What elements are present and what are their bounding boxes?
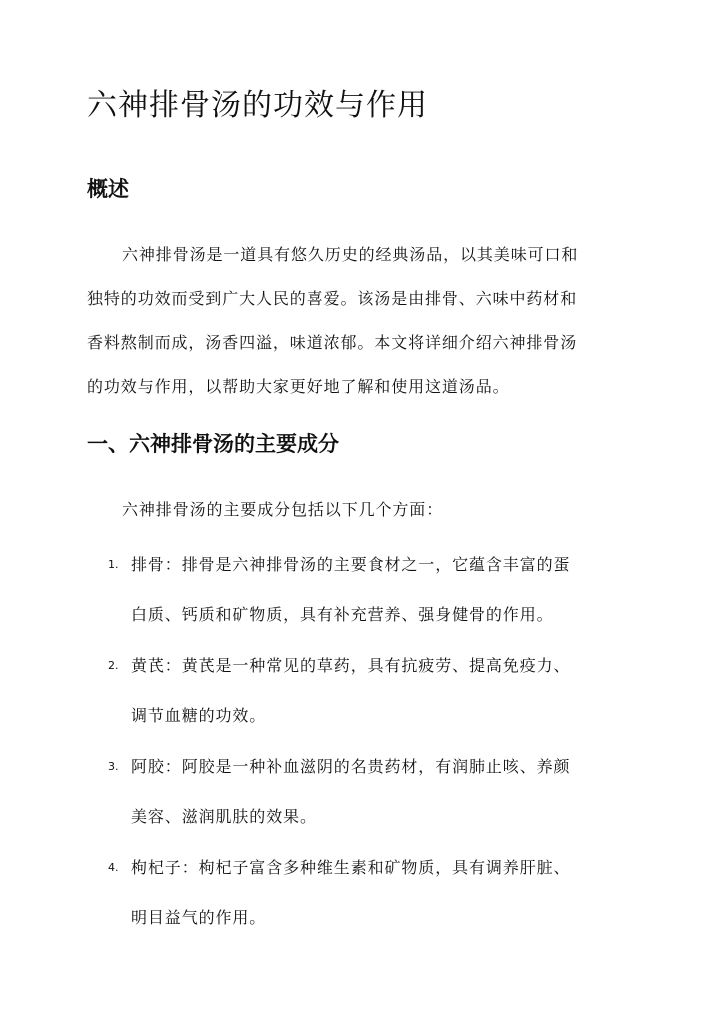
ingredient-list [0,543,720,947]
list-item-line: 调节血糖的功效。 [131,706,267,725]
overview-paragraph [87,233,647,409]
section1-intro: 六神排骨汤的主要成分包括以下几个方面： [122,500,444,519]
list-item-line: 黄芪：黄芪是一种常见的草药，具有抗疲劳、提高免疫力、 [131,656,571,675]
list-item [0,644,720,745]
section1-heading: 一、六神排骨汤的主要成分 [87,432,339,456]
list-item-number: 3. [108,760,119,773]
list-item-line: 明目益气的作用。 [131,908,267,927]
document-title: 六神排骨汤的功效与作用 [87,88,428,123]
list-item [0,745,720,846]
list-item-line: 枸杞子：枸杞子富含多种维生素和矿物质，具有调养肝脏、 [131,858,571,877]
overview-heading: 概述 [87,177,129,201]
overview-line: 香料熬制而成，汤香四溢，味道浓郁。本文将详细介绍六神排骨汤 [87,333,578,352]
overview-line: 独特的功效而受到广大人民的喜爱。该汤是由排骨、六味中药材和 [87,289,578,308]
list-item-line: 排骨：排骨是六神排骨汤的主要食材之一，它蕴含丰富的蛋 [131,555,571,574]
list-item-line: 白质、钙质和矿物质，具有补充营养、强身健骨的作用。 [131,605,554,624]
list-item-line: 美容、滋润肌肤的效果。 [131,807,317,826]
list-item-number: 1. [108,558,119,571]
overview-line: 六神排骨汤是一道具有悠久历史的经典汤品，以其美味可口和 [122,245,579,264]
overview-line: 的功效与作用，以帮助大家更好地了解和使用这道汤品。 [87,377,510,396]
list-item-number: 2. [108,659,119,672]
list-item-line: 阿胶：阿胶是一种补血滋阴的名贵药材，有润肺止咳、养颜 [131,757,571,776]
list-item [0,846,720,947]
list-item-number: 4. [108,861,119,874]
list-item [0,543,720,644]
